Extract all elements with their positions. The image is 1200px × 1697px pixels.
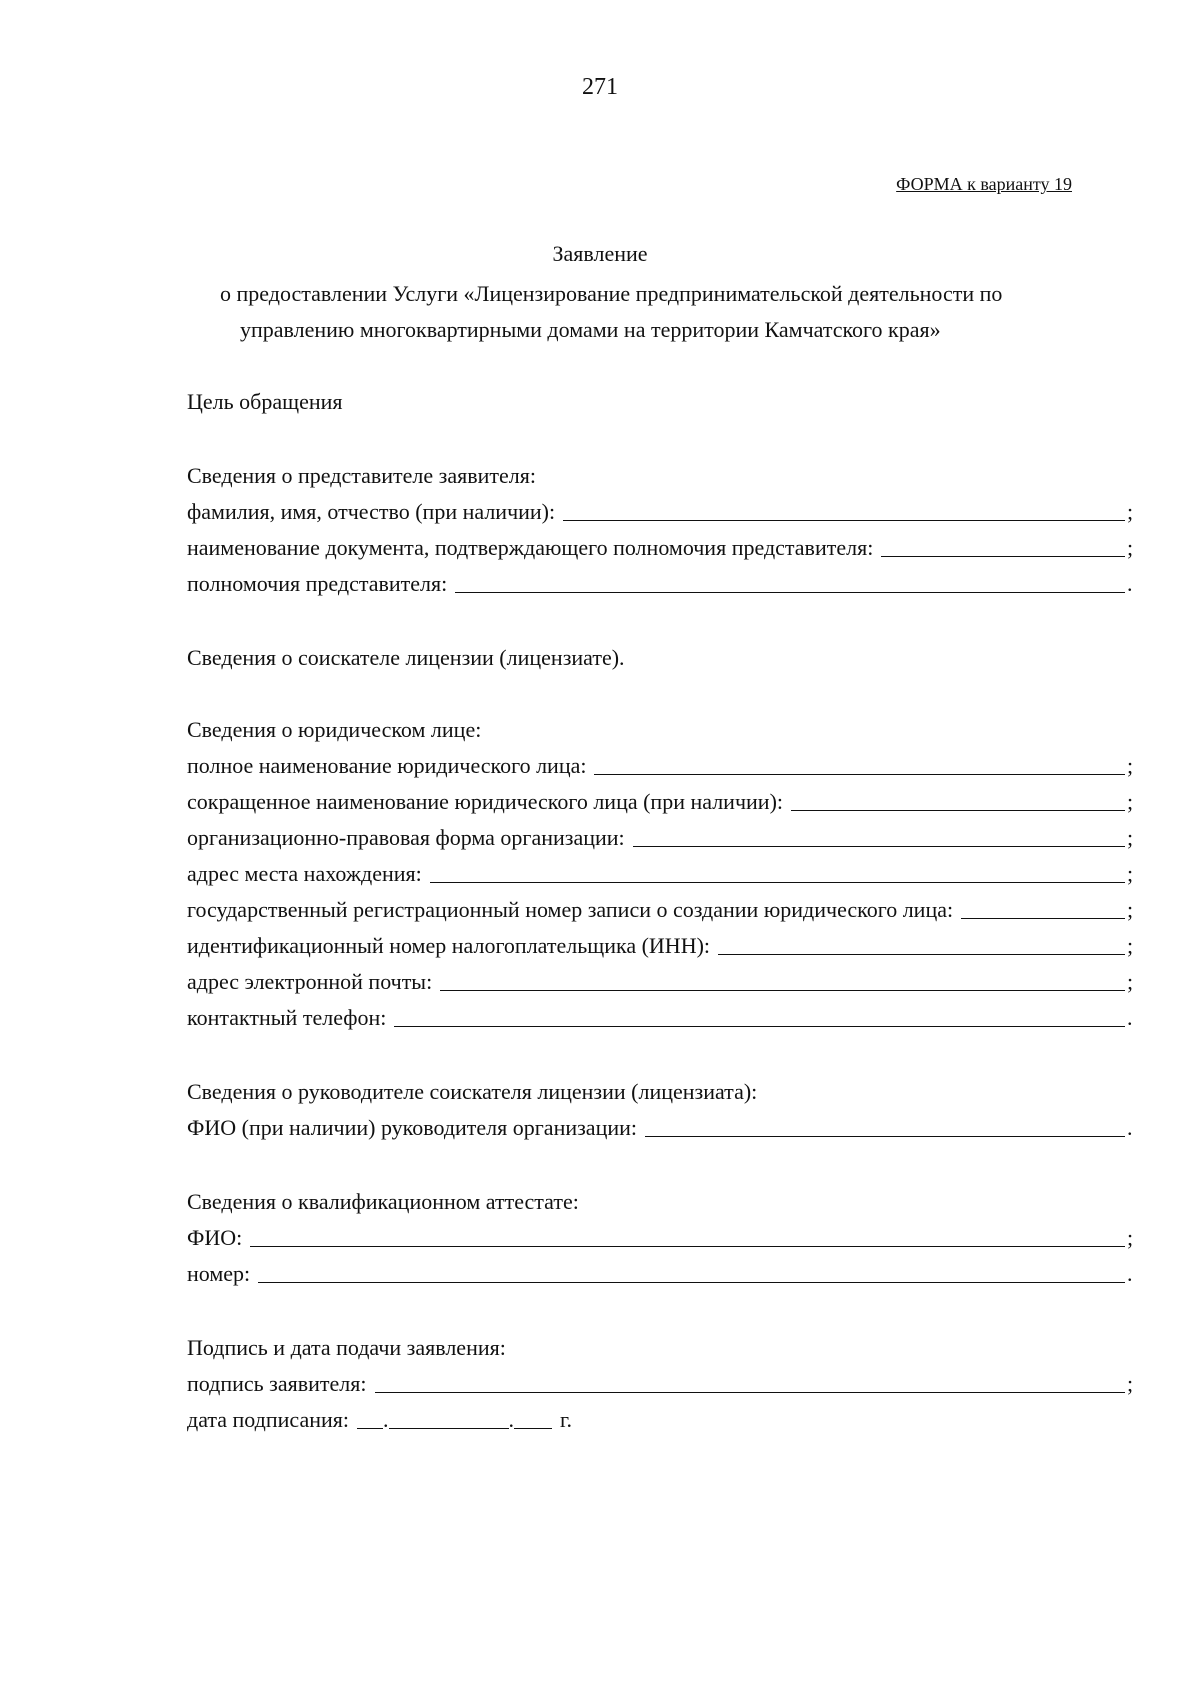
field-terminator: ; bbox=[1127, 499, 1134, 524]
field-terminator: ; bbox=[1127, 861, 1134, 886]
field-terminator: ; bbox=[1127, 969, 1134, 994]
short-name-field[interactable] bbox=[187, 788, 1135, 816]
fill-line[interactable] bbox=[394, 1025, 1125, 1027]
field-terminator: ; bbox=[1127, 1371, 1134, 1396]
fill-line[interactable] bbox=[881, 555, 1125, 557]
field-label: ФИО (при наличии) руководителя организации: bbox=[187, 1115, 638, 1140]
purpose-heading: Цель обращения bbox=[187, 389, 343, 414]
address-field[interactable] bbox=[187, 860, 1135, 888]
representative-powers-field[interactable] bbox=[187, 570, 1135, 598]
field-label: наименование документа, подтверждающего полномочия представителя: bbox=[187, 535, 874, 560]
fill-line[interactable] bbox=[430, 881, 1125, 883]
field-terminator: ; bbox=[1127, 825, 1134, 850]
applicant-heading: Сведения о соискателе лицензии (лицензиате). bbox=[187, 645, 625, 670]
certificate-number-field[interactable] bbox=[187, 1260, 1135, 1288]
head-heading: Сведения о руководителе соискателя лицензии (лицензиата): bbox=[187, 1079, 758, 1104]
field-label: подпись заявителя: bbox=[187, 1371, 367, 1396]
year-suffix: г. bbox=[560, 1407, 573, 1432]
field-terminator: ; bbox=[1127, 753, 1134, 778]
fill-line[interactable] bbox=[961, 917, 1125, 919]
field-label: контактный телефон: bbox=[187, 1005, 387, 1030]
document-title: Заявление bbox=[552, 241, 648, 266]
form-reference: ФОРМА к варианту 19 bbox=[896, 174, 1072, 194]
head-fio-field[interactable] bbox=[187, 1114, 1135, 1142]
field-terminator: . bbox=[1127, 1005, 1133, 1030]
field-label: ФИО: bbox=[187, 1225, 243, 1250]
field-label: сокращенное наименование юридического лица (при наличии): bbox=[187, 789, 784, 814]
fill-line[interactable] bbox=[645, 1135, 1125, 1137]
day-blank[interactable] bbox=[357, 1427, 383, 1429]
fill-line[interactable] bbox=[718, 953, 1125, 955]
date-separator: . bbox=[508, 1407, 514, 1432]
field-label: полное наименование юридического лица: bbox=[187, 753, 587, 778]
email-field[interactable] bbox=[187, 968, 1135, 996]
field-terminator: ; bbox=[1127, 897, 1134, 922]
year-blank[interactable] bbox=[514, 1427, 552, 1429]
legal-entity-heading: Сведения о юридическом лице: bbox=[187, 717, 482, 742]
inn-field[interactable] bbox=[187, 932, 1135, 960]
fill-line[interactable] bbox=[594, 773, 1125, 775]
signature-heading: Подпись и дата подачи заявления: bbox=[187, 1335, 506, 1360]
fill-line[interactable] bbox=[440, 989, 1125, 991]
fill-line[interactable] bbox=[258, 1281, 1125, 1283]
representative-heading: Сведения о представителе заявителя: bbox=[187, 463, 536, 488]
field-label: адрес места нахождения: bbox=[187, 861, 422, 886]
field-label: полномочия представителя: bbox=[187, 571, 448, 596]
fill-line[interactable] bbox=[791, 809, 1125, 811]
field-terminator: . bbox=[1127, 1261, 1133, 1286]
field-terminator: ; bbox=[1127, 789, 1134, 814]
field-terminator: . bbox=[1127, 571, 1133, 596]
representative-document-field[interactable] bbox=[187, 534, 1135, 562]
full-name-field[interactable] bbox=[187, 752, 1135, 780]
representative-fio-field[interactable] bbox=[187, 498, 1135, 526]
field-label: идентификационный номер налогоплательщика (ИНН): bbox=[187, 933, 711, 958]
field-terminator: ; bbox=[1127, 1225, 1134, 1250]
field-label: государственный регистрационный номер записи о создании юридического лица: bbox=[187, 897, 954, 922]
document-subtitle-line2: управлению многоквартирными домами на территории Камчатского края» bbox=[240, 317, 941, 342]
document-subtitle-line1: о предоставлении Услуги «Лицензирование предпринимательской деятельности по bbox=[220, 281, 1003, 306]
field-label: адрес электронной почты: bbox=[187, 969, 433, 994]
date-separator: . bbox=[383, 1407, 389, 1432]
field-terminator: . bbox=[1127, 1115, 1133, 1140]
signing-date-field[interactable] bbox=[187, 1406, 572, 1434]
field-terminator: ; bbox=[1127, 933, 1134, 958]
field-label: дата подписания: bbox=[187, 1407, 349, 1432]
field-label: номер: bbox=[187, 1261, 251, 1286]
certificate-heading: Сведения о квалификационном аттестате: bbox=[187, 1189, 579, 1214]
certificate-fio-field[interactable] bbox=[187, 1224, 1135, 1252]
page-number: 271 bbox=[582, 74, 618, 100]
field-label: фамилия, имя, отчество (при наличии): bbox=[187, 499, 556, 524]
signature-field[interactable] bbox=[187, 1370, 1135, 1398]
ogrn-field[interactable] bbox=[187, 896, 1135, 924]
field-label: организационно-правовая форма организации: bbox=[187, 825, 625, 850]
month-blank[interactable] bbox=[389, 1427, 509, 1429]
fill-line[interactable] bbox=[633, 845, 1125, 847]
fill-line[interactable] bbox=[375, 1391, 1125, 1393]
fill-line[interactable] bbox=[455, 591, 1125, 593]
phone-field[interactable] bbox=[187, 1004, 1135, 1032]
fill-line[interactable] bbox=[563, 519, 1125, 521]
field-terminator: ; bbox=[1127, 535, 1134, 560]
fill-line[interactable] bbox=[250, 1245, 1125, 1247]
org-form-field[interactable] bbox=[187, 824, 1135, 852]
